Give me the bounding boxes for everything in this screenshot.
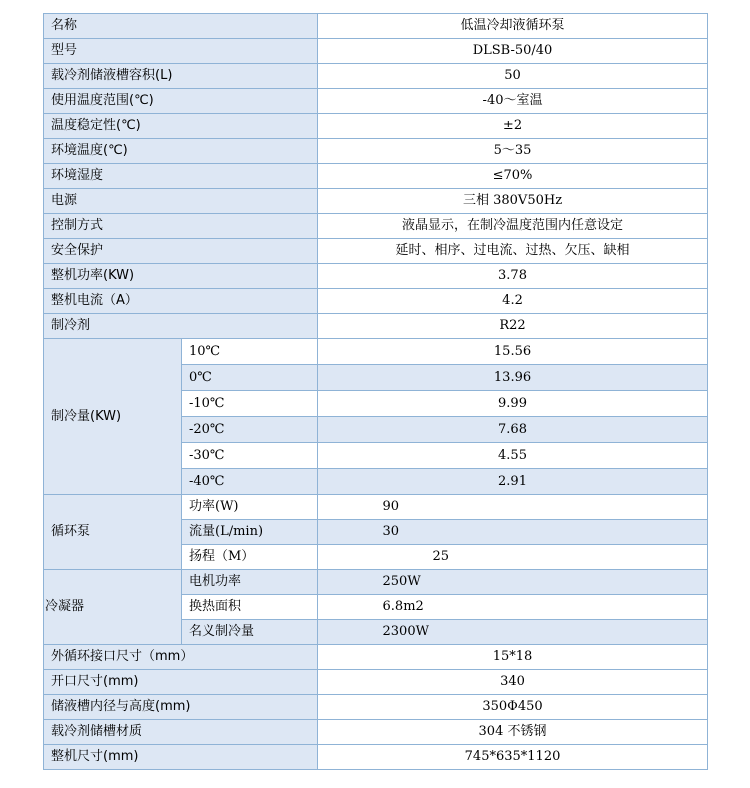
pump-value-text: 30 [382,524,400,539]
row-value: ±2 [318,114,708,139]
cooling-value: 13.96 [318,365,708,391]
cooling-temp: -30℃ [182,443,318,469]
condenser-value [318,570,708,595]
circulation-pump-label: 循环泵 [44,495,182,570]
table-row [44,239,708,264]
table-row [44,289,708,314]
pump-value-text: 25 [432,549,450,564]
cooling-value: 4.55 [318,443,708,469]
row-value: 745*635*1120 [318,745,708,770]
table-row [44,670,708,695]
row-label: 型号 [44,39,318,64]
condenser-label: 冷凝器 [44,570,182,645]
pump-param: 流量(L/min) [182,520,318,545]
condenser-value-text: 250W [382,574,421,589]
table-row [44,189,708,214]
row-label: 储液槽内径与高度(mm) [44,695,318,720]
row-value: 50 [318,64,708,89]
row-label: 使用温度范围(℃) [44,89,318,114]
header-label: 名称 [44,14,318,39]
table-row [44,214,708,239]
row-value: -40～室温 [318,89,708,114]
cooling-capacity-label: 制冷量(KW) [44,339,182,495]
cooling-temp: 0℃ [182,365,318,391]
table-row [44,695,708,720]
condenser-param: 换热面积 [182,595,318,620]
condenser-value-text: 6.8m2 [382,599,424,614]
cooling-value: 7.68 [318,417,708,443]
row-label: 外循环接口尺寸（mm） [44,645,318,670]
row-label: 控制方式 [44,214,318,239]
row-value: 三相 380V50Hz [318,189,708,214]
table-row [44,264,708,289]
spec-table [43,13,708,770]
cooling-row [44,339,708,365]
cooling-temp: -40℃ [182,469,318,495]
row-label: 温度稳定性(℃) [44,114,318,139]
table-row [44,114,708,139]
row-label: 安全保护 [44,239,318,264]
table-row [44,164,708,189]
row-label: 载冷剂储液槽容积(L) [44,64,318,89]
row-value: 304 不锈钢 [318,720,708,745]
condenser-value [318,620,708,645]
row-label: 电源 [44,189,318,214]
cooling-value: 9.99 [318,391,708,417]
pump-param: 功率(W) [182,495,318,520]
header-value: 低温冷却液循环泵 [318,14,708,39]
condenser-row [44,570,708,595]
row-label: 载冷剂储槽材质 [44,720,318,745]
cooling-value: 15.56 [318,339,708,365]
row-value: 350Φ450 [318,695,708,720]
row-value: 340 [318,670,708,695]
pump-value [318,495,708,520]
row-value: 4.2 [318,289,708,314]
row-value: 延时、相序、过电流、过热、欠压、缺相 [318,239,708,264]
table-row [44,720,708,745]
condenser-value-text: 2300W [382,624,429,639]
row-label: 整机电流（A） [44,289,318,314]
table-row [44,645,708,670]
row-label: 开口尺寸(mm) [44,670,318,695]
table-row [44,314,708,339]
table-row [44,139,708,164]
row-value: ≤70% [318,164,708,189]
pump-value [318,545,708,570]
pump-value-text: 90 [382,499,400,514]
cooling-temp: -10℃ [182,391,318,417]
row-value: 3.78 [318,264,708,289]
table-row [44,64,708,89]
row-value: 5～35 [318,139,708,164]
pump-param: 扬程（M） [182,545,318,570]
row-value: R22 [318,314,708,339]
row-label: 环境温度(℃) [44,139,318,164]
row-label: 制冷剂 [44,314,318,339]
row-label: 整机尺寸(mm) [44,745,318,770]
pump-value [318,520,708,545]
table-row [44,89,708,114]
row-label: 环境湿度 [44,164,318,189]
condenser-value [318,595,708,620]
cooling-temp: 10℃ [182,339,318,365]
condenser-param: 名义制冷量 [182,620,318,645]
row-value: 液晶显示，在制冷温度范围内任意设定 [318,214,708,239]
row-label: 整机功率(KW) [44,264,318,289]
cooling-value: 2.91 [318,469,708,495]
pump-row [44,495,708,520]
table-header-row [44,14,708,39]
condenser-param: 电机功率 [182,570,318,595]
cooling-temp: -20℃ [182,417,318,443]
table-row [44,745,708,770]
row-value: DLSB-50/40 [318,39,708,64]
table-row [44,39,708,64]
row-value: 15*18 [318,645,708,670]
